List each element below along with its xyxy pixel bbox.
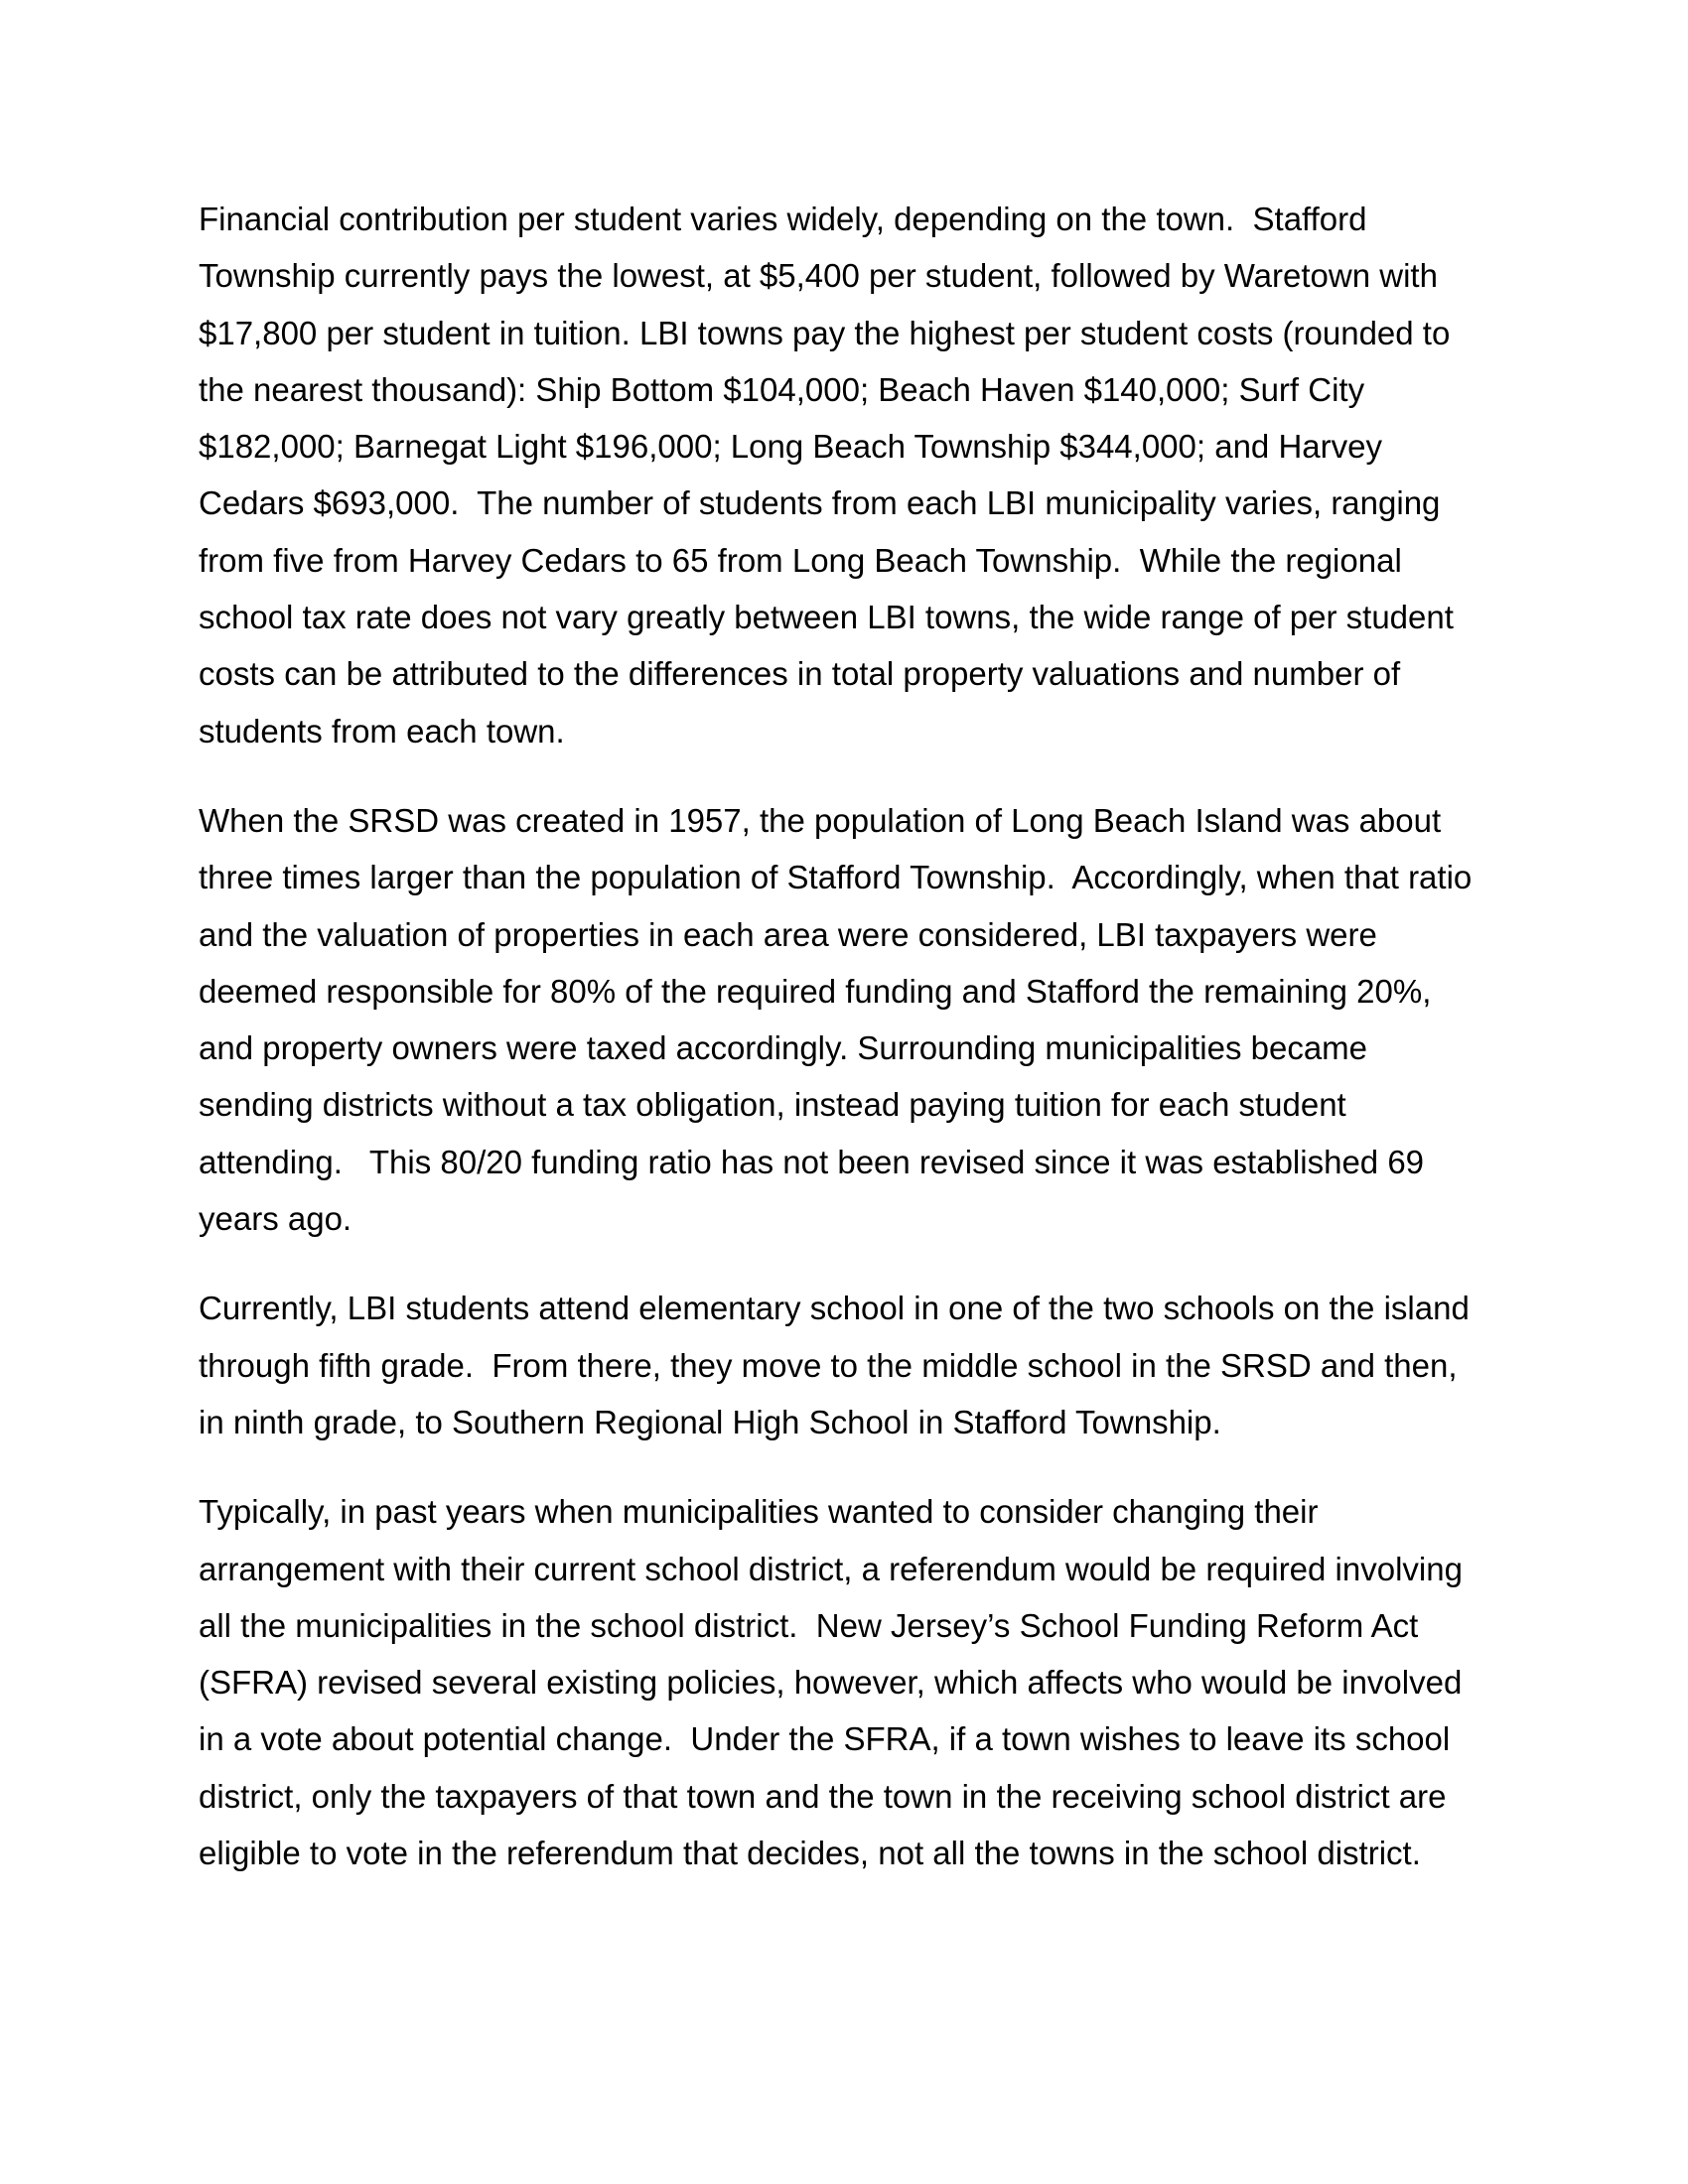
text-line: Cedars $693,000. The number of students from each LBI municipality varies, ranging	[199, 484, 1441, 522]
text-line: (SFRA) revised several existing policies, however, which affects who would be involved	[199, 1664, 1463, 1702]
text-line: school tax rate does not vary greatly between LBI towns, the wide range of per student	[199, 599, 1454, 636]
text-line: three times larger than the population of Stafford Township. Accordingly, when that ratio	[199, 859, 1473, 896]
text-line: sending districts without a tax obligation, instead paying tuition for each student	[199, 1086, 1346, 1124]
paragraph-current-attendance	[199, 1280, 1489, 1450]
text-line: Typically, in past years when municipalities wanted to consider changing their	[199, 1493, 1319, 1531]
text-line: all the municipalities in the school district. New Jersey’s School Funding Reform Act	[199, 1606, 1419, 1644]
text-line: $17,800 per student in tuition. LBI towns pay the highest per student costs (rounded to	[199, 314, 1451, 351]
text-line: through fifth grade. From there, they move to the middle school in the SRSD and then,	[199, 1346, 1458, 1384]
text-line: attending. This 80/20 funding ratio has not been revised since it was established 69	[199, 1143, 1425, 1180]
text-line: in a vote about potential change. Under the SFRA, if a town wishes to leave its school	[199, 1720, 1451, 1758]
text-line: students from each town.	[199, 712, 565, 750]
text-line: from five from Harvey Cedars to 65 from Long Beach Township. While the regional	[199, 541, 1402, 579]
text-line: When the SRSD was created in 1957, the population of Long Beach Island was about	[199, 801, 1442, 839]
text-line: district, only the taxpayers of that town and the town in the receiving school district are	[199, 1777, 1447, 1815]
text-line: Financial contribution per student varies widely, depending on the town. Stafford	[199, 201, 1367, 237]
document-body	[199, 191, 1489, 1914]
text-line: arrangement with their current school district, a referendum would be required involving	[199, 1550, 1463, 1587]
text-line: and property owners were taxed accordingly. Surrounding municipalities became	[199, 1029, 1368, 1067]
text-line: eligible to vote in the referendum that decides, not all the towns in the school district.	[199, 1835, 1421, 1872]
paragraph-sfra-referendum	[199, 1483, 1489, 1881]
text-line: in ninth grade, to Southern Regional High School in Stafford Township.	[199, 1403, 1221, 1440]
text-line: Currently, LBI students attend elementary school in one of the two schools on the island	[199, 1290, 1470, 1327]
text-line: Township currently pays the lowest, at $5,400 per student, followed by Waretown with	[199, 257, 1438, 295]
text-line: $182,000; Barnegat Light $196,000; Long Beach Township $344,000; and Harvey	[199, 428, 1382, 466]
paragraph-per-student-costs	[199, 191, 1489, 759]
paragraph-srsd-history	[199, 792, 1489, 1247]
text-line: years ago.	[199, 1200, 352, 1238]
text-line: and the valuation of properties in each area were considered, LBI taxpayers were	[199, 915, 1377, 953]
text-line: deemed responsible for 80% of the required funding and Stafford the remaining 20%,	[199, 972, 1432, 1010]
text-line: costs can be attributed to the differences in total property valuations and number of	[199, 655, 1401, 693]
text-line: the nearest thousand): Ship Bottom $104,000; Beach Haven $140,000; Surf City	[199, 370, 1365, 408]
